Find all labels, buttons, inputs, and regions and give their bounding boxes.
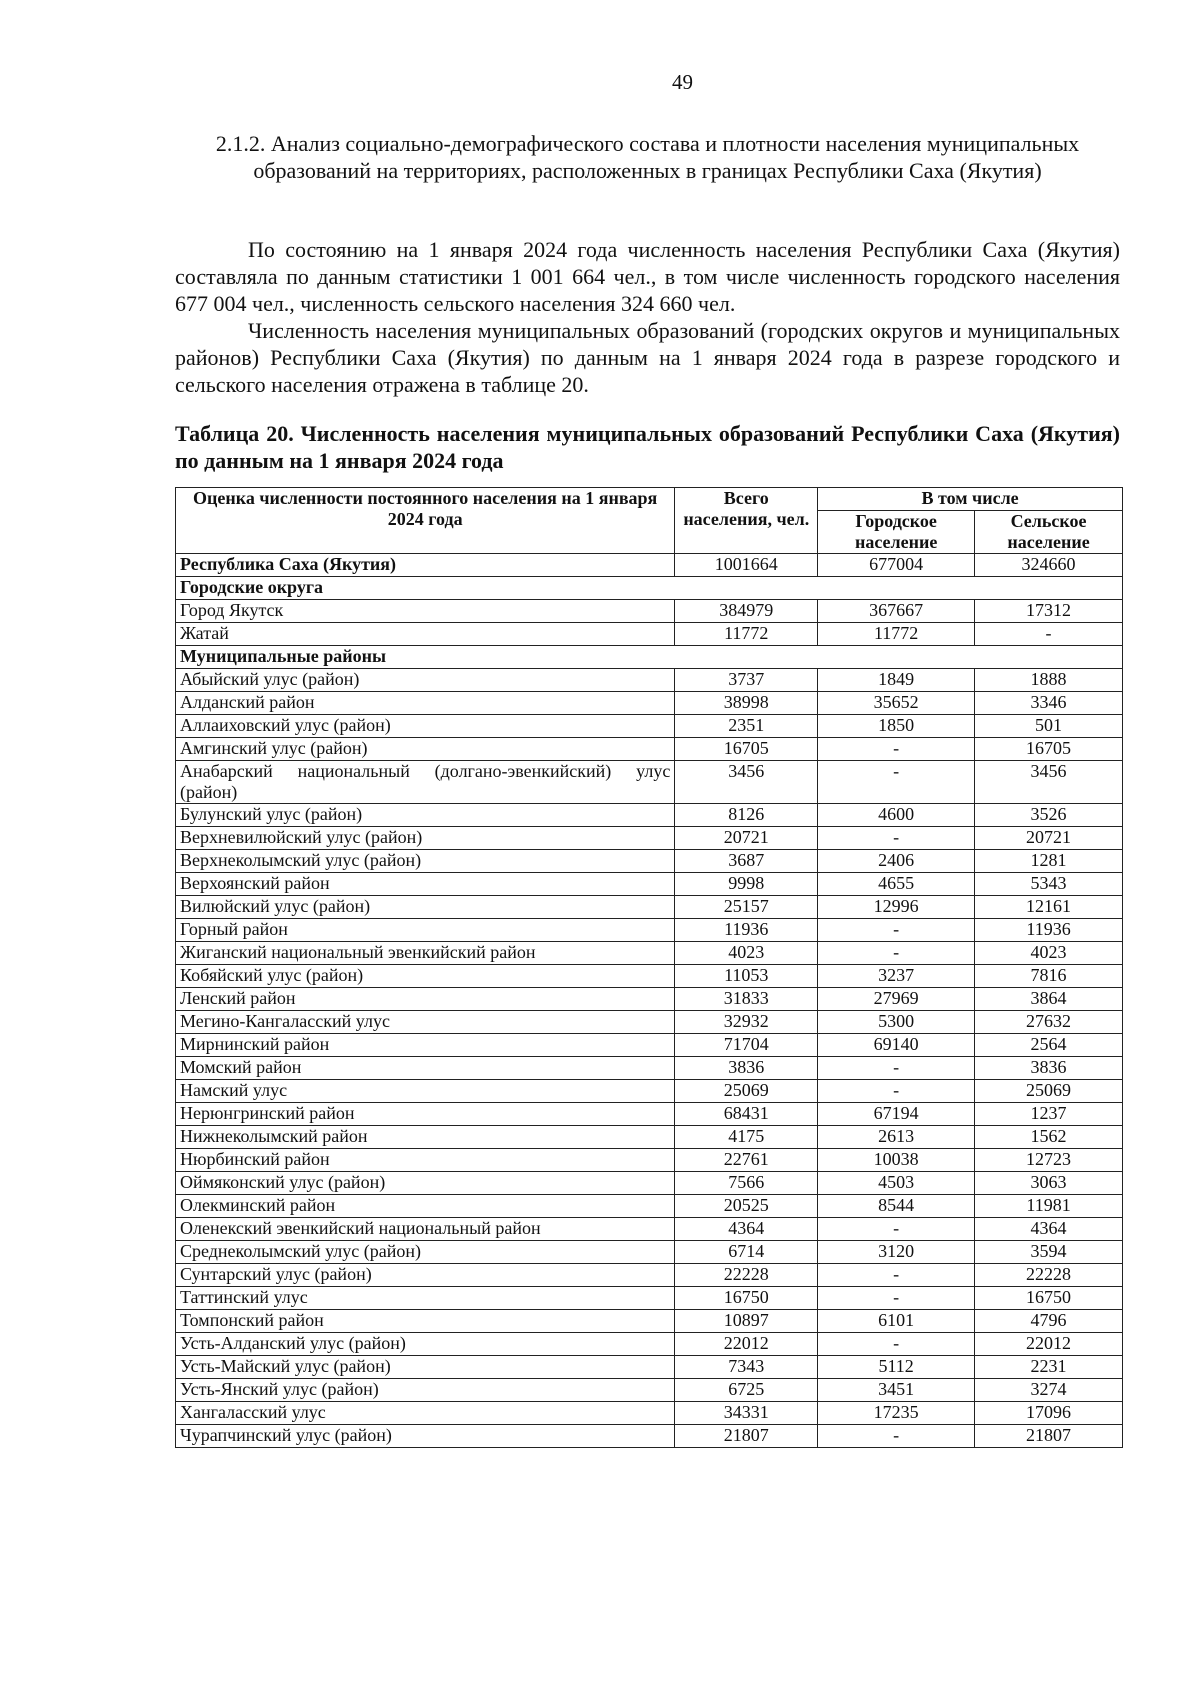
row-rural: 22012 — [975, 1333, 1123, 1356]
row-rural: 5343 — [975, 873, 1123, 896]
row-rural: 17096 — [975, 1402, 1123, 1425]
row-total: 16705 — [675, 738, 818, 761]
row-urban: 3237 — [818, 965, 975, 988]
table-row — [176, 1356, 1123, 1379]
row-name: Оймяконский улус (район) — [176, 1172, 675, 1195]
row-name: Хангаласский улус — [176, 1402, 675, 1425]
row-rural: 1281 — [975, 850, 1123, 873]
table-row — [176, 896, 1123, 919]
table-row — [176, 942, 1123, 965]
row-name: Жиганский национальный эвенкийский район — [176, 942, 675, 965]
row-urban: 677004 — [818, 554, 975, 577]
row-name: Алданский район — [176, 692, 675, 715]
row-rural: 16705 — [975, 738, 1123, 761]
row-rural: - — [975, 623, 1123, 646]
row-rural: 4364 — [975, 1218, 1123, 1241]
row-urban: - — [818, 1057, 975, 1080]
row-total: 68431 — [675, 1103, 818, 1126]
table-header-row — [176, 488, 1123, 511]
table-row — [176, 1057, 1123, 1080]
row-urban: - — [818, 1333, 975, 1356]
paragraph-population-total: По состоянию на 1 января 2024 года численность населения Республики Саха (Якутия) составляла по данным статистики 1 001 664 чел., в том числе численность городского населения 677 004 чел., численность сельского населения 324 660 чел. — [175, 237, 1120, 316]
row-urban: - — [818, 942, 975, 965]
row-rural: 4796 — [975, 1310, 1123, 1333]
row-urban: 35652 — [818, 692, 975, 715]
row-total: 3836 — [675, 1057, 818, 1080]
row-rural: 2231 — [975, 1356, 1123, 1379]
row-name: Ленский район — [176, 988, 675, 1011]
row-rural: 3864 — [975, 988, 1123, 1011]
table-row — [176, 1218, 1123, 1241]
row-urban: 12996 — [818, 896, 975, 919]
row-urban: 5112 — [818, 1356, 975, 1379]
row-name: Верхнеколымский улус (район) — [176, 850, 675, 873]
table-row — [176, 1149, 1123, 1172]
table-body — [176, 554, 1123, 1448]
paragraph-table-reference: Численность населения муниципальных образований (городских округов и муниципальных районов) Республики Саха (Якутия) по данным на 1 января 2024 года в разрезе городского и сельского населения отражена в таблице 20. — [175, 318, 1120, 397]
row-name: Томпонский район — [176, 1310, 675, 1333]
table-row — [176, 1195, 1123, 1218]
row-total: 20525 — [675, 1195, 818, 1218]
table-row — [176, 988, 1123, 1011]
row-rural: 3456 — [975, 761, 1123, 804]
row-name: Республика Саха (Якутия) — [176, 554, 675, 577]
population-table — [175, 487, 1123, 1448]
row-rural: 1237 — [975, 1103, 1123, 1126]
row-urban: 10038 — [818, 1149, 975, 1172]
header-total: Всего населения, чел. — [675, 488, 818, 554]
table-row — [176, 1287, 1123, 1310]
row-name: Амгинский улус (район) — [176, 738, 675, 761]
row-name: Абыйский улус (район) — [176, 669, 675, 692]
row-total: 10897 — [675, 1310, 818, 1333]
row-total: 3456 — [675, 761, 818, 804]
page-number: 49 — [672, 70, 693, 94]
row-rural: 3063 — [975, 1172, 1123, 1195]
row-total: 6725 — [675, 1379, 818, 1402]
row-urban: 3451 — [818, 1379, 975, 1402]
row-total: 22012 — [675, 1333, 818, 1356]
row-total: 11772 — [675, 623, 818, 646]
row-name: Сунтарский улус (район) — [176, 1264, 675, 1287]
row-urban: - — [818, 1425, 975, 1448]
row-urban: 69140 — [818, 1034, 975, 1057]
row-name: Мирнинский район — [176, 1034, 675, 1057]
row-rural: 324660 — [975, 554, 1123, 577]
table-group-municipal-districts — [176, 646, 1123, 669]
row-total: 11053 — [675, 965, 818, 988]
row-rural: 501 — [975, 715, 1123, 738]
table-row — [176, 1034, 1123, 1057]
table-row — [176, 804, 1123, 827]
table-row — [176, 1264, 1123, 1287]
table-caption: Таблица 20. Численность населения муниципальных образований Республики Саха (Якутия) по данным на 1 января 2024 года — [175, 421, 1120, 473]
row-urban: 4503 — [818, 1172, 975, 1195]
row-rural: 12723 — [975, 1149, 1123, 1172]
row-name: Верхневилюйский улус (район) — [176, 827, 675, 850]
table-row — [176, 1402, 1123, 1425]
row-urban: - — [818, 761, 975, 804]
row-total: 25157 — [675, 896, 818, 919]
row-name: Усть-Янский улус (район) — [176, 1379, 675, 1402]
table-group-urban-districts — [176, 577, 1123, 600]
table-row — [176, 1011, 1123, 1034]
table-row — [176, 669, 1123, 692]
row-total: 4364 — [675, 1218, 818, 1241]
row-rural: 3594 — [975, 1241, 1123, 1264]
table-row — [176, 715, 1123, 738]
row-name: Верхоянский район — [176, 873, 675, 896]
row-total: 71704 — [675, 1034, 818, 1057]
row-urban: 2406 — [818, 850, 975, 873]
table-row — [176, 1103, 1123, 1126]
row-rural: 3274 — [975, 1379, 1123, 1402]
row-urban: 6101 — [818, 1310, 975, 1333]
row-rural: 3836 — [975, 1057, 1123, 1080]
table-row — [176, 1310, 1123, 1333]
row-urban: 4600 — [818, 804, 975, 827]
table-row — [176, 1333, 1123, 1356]
row-rural: 3346 — [975, 692, 1123, 715]
row-urban: - — [818, 1264, 975, 1287]
row-total: 2351 — [675, 715, 818, 738]
table-row — [176, 1379, 1123, 1402]
row-rural: 1888 — [975, 669, 1123, 692]
row-urban: - — [818, 827, 975, 850]
row-urban: 17235 — [818, 1402, 975, 1425]
row-total: 1001664 — [675, 554, 818, 577]
table-row — [176, 600, 1123, 623]
row-urban: - — [818, 738, 975, 761]
row-urban: - — [818, 1287, 975, 1310]
row-name: Нижнеколымский район — [176, 1126, 675, 1149]
row-urban: - — [818, 919, 975, 942]
row-name: Усть-Майский улус (район) — [176, 1356, 675, 1379]
row-name: Чурапчинский улус (район) — [176, 1425, 675, 1448]
row-urban: 1850 — [818, 715, 975, 738]
row-name: Вилюйский улус (район) — [176, 896, 675, 919]
row-rural: 11936 — [975, 919, 1123, 942]
row-name: Усть-Алданский улус (район) — [176, 1333, 675, 1356]
row-rural: 27632 — [975, 1011, 1123, 1034]
row-rural: 25069 — [975, 1080, 1123, 1103]
row-total: 16750 — [675, 1287, 818, 1310]
row-urban: 5300 — [818, 1011, 975, 1034]
row-total: 3737 — [675, 669, 818, 692]
row-urban: 367667 — [818, 600, 975, 623]
row-total: 22228 — [675, 1264, 818, 1287]
row-rural: 16750 — [975, 1287, 1123, 1310]
row-total: 34331 — [675, 1402, 818, 1425]
row-name: Момский район — [176, 1057, 675, 1080]
row-total: 7566 — [675, 1172, 818, 1195]
row-total: 4175 — [675, 1126, 818, 1149]
row-total: 31833 — [675, 988, 818, 1011]
row-name: Нюрбинский район — [176, 1149, 675, 1172]
row-rural: 4023 — [975, 942, 1123, 965]
row-urban: 3120 — [818, 1241, 975, 1264]
table-row — [176, 965, 1123, 988]
row-urban: 1849 — [818, 669, 975, 692]
row-name: Город Якутск — [176, 600, 675, 623]
table-row — [176, 761, 1123, 804]
group-label: Муниципальные районы — [176, 646, 1123, 669]
row-name: Горный район — [176, 919, 675, 942]
row-name: Анабарский национальный (долгано-эвенкийский) улус (район) — [176, 761, 675, 804]
row-total: 384979 — [675, 600, 818, 623]
row-name: Оленекский эвенкийский национальный район — [176, 1218, 675, 1241]
row-urban: 8544 — [818, 1195, 975, 1218]
row-rural: 2564 — [975, 1034, 1123, 1057]
row-rural: 12161 — [975, 896, 1123, 919]
row-total: 6714 — [675, 1241, 818, 1264]
table-row — [176, 1172, 1123, 1195]
row-name: Намский улус — [176, 1080, 675, 1103]
row-name: Таттинский улус — [176, 1287, 675, 1310]
row-urban: - — [818, 1218, 975, 1241]
row-total: 7343 — [675, 1356, 818, 1379]
table-row — [176, 919, 1123, 942]
row-total: 20721 — [675, 827, 818, 850]
row-rural: 7816 — [975, 965, 1123, 988]
row-total: 25069 — [675, 1080, 818, 1103]
header-rural: Сельское население — [975, 511, 1123, 554]
row-total: 22761 — [675, 1149, 818, 1172]
row-name: Мегино-Кангаласский улус — [176, 1011, 675, 1034]
row-total: 8126 — [675, 804, 818, 827]
group-label: Городские округа — [176, 577, 1123, 600]
row-urban: 2613 — [818, 1126, 975, 1149]
row-urban: 4655 — [818, 873, 975, 896]
row-name: Олекминский район — [176, 1195, 675, 1218]
row-rural: 20721 — [975, 827, 1123, 850]
row-total: 21807 — [675, 1425, 818, 1448]
table-row-total — [176, 554, 1123, 577]
row-total: 32932 — [675, 1011, 818, 1034]
row-urban: 11772 — [818, 623, 975, 646]
row-urban: 27969 — [818, 988, 975, 1011]
table-row — [176, 692, 1123, 715]
row-urban: 67194 — [818, 1103, 975, 1126]
row-total: 38998 — [675, 692, 818, 715]
row-urban: - — [818, 1080, 975, 1103]
row-name: Аллаиховский улус (район) — [176, 715, 675, 738]
row-total: 4023 — [675, 942, 818, 965]
table-row — [176, 1241, 1123, 1264]
row-name: Нерюнгринский район — [176, 1103, 675, 1126]
row-rural: 21807 — [975, 1425, 1123, 1448]
table-row — [176, 623, 1123, 646]
table-row — [176, 1080, 1123, 1103]
table-row — [176, 1425, 1123, 1448]
table-row — [176, 1126, 1123, 1149]
row-total: 9998 — [675, 873, 818, 896]
table-row — [176, 850, 1123, 873]
header-including: В том числе — [818, 488, 1123, 511]
header-estimate: Оценка численности постоянного населения на 1 января 2024 года — [176, 488, 675, 554]
row-rural: 3526 — [975, 804, 1123, 827]
row-rural: 22228 — [975, 1264, 1123, 1287]
row-name: Жатай — [176, 623, 675, 646]
header-urban: Городское население — [818, 511, 975, 554]
row-rural: 1562 — [975, 1126, 1123, 1149]
row-rural: 11981 — [975, 1195, 1123, 1218]
section-heading: 2.1.2. Анализ социально-демографического состава и плотности населения муниципальных образований на территориях, расположенных в границах Республики Саха (Якутия) — [215, 131, 1080, 183]
table-row — [176, 873, 1123, 896]
row-name: Среднеколымский улус (район) — [176, 1241, 675, 1264]
table-row — [176, 827, 1123, 850]
row-name: Кобяйский улус (район) — [176, 965, 675, 988]
row-rural: 17312 — [975, 600, 1123, 623]
row-total: 11936 — [675, 919, 818, 942]
table-row — [176, 738, 1123, 761]
row-total: 3687 — [675, 850, 818, 873]
row-name: Булунский улус (район) — [176, 804, 675, 827]
